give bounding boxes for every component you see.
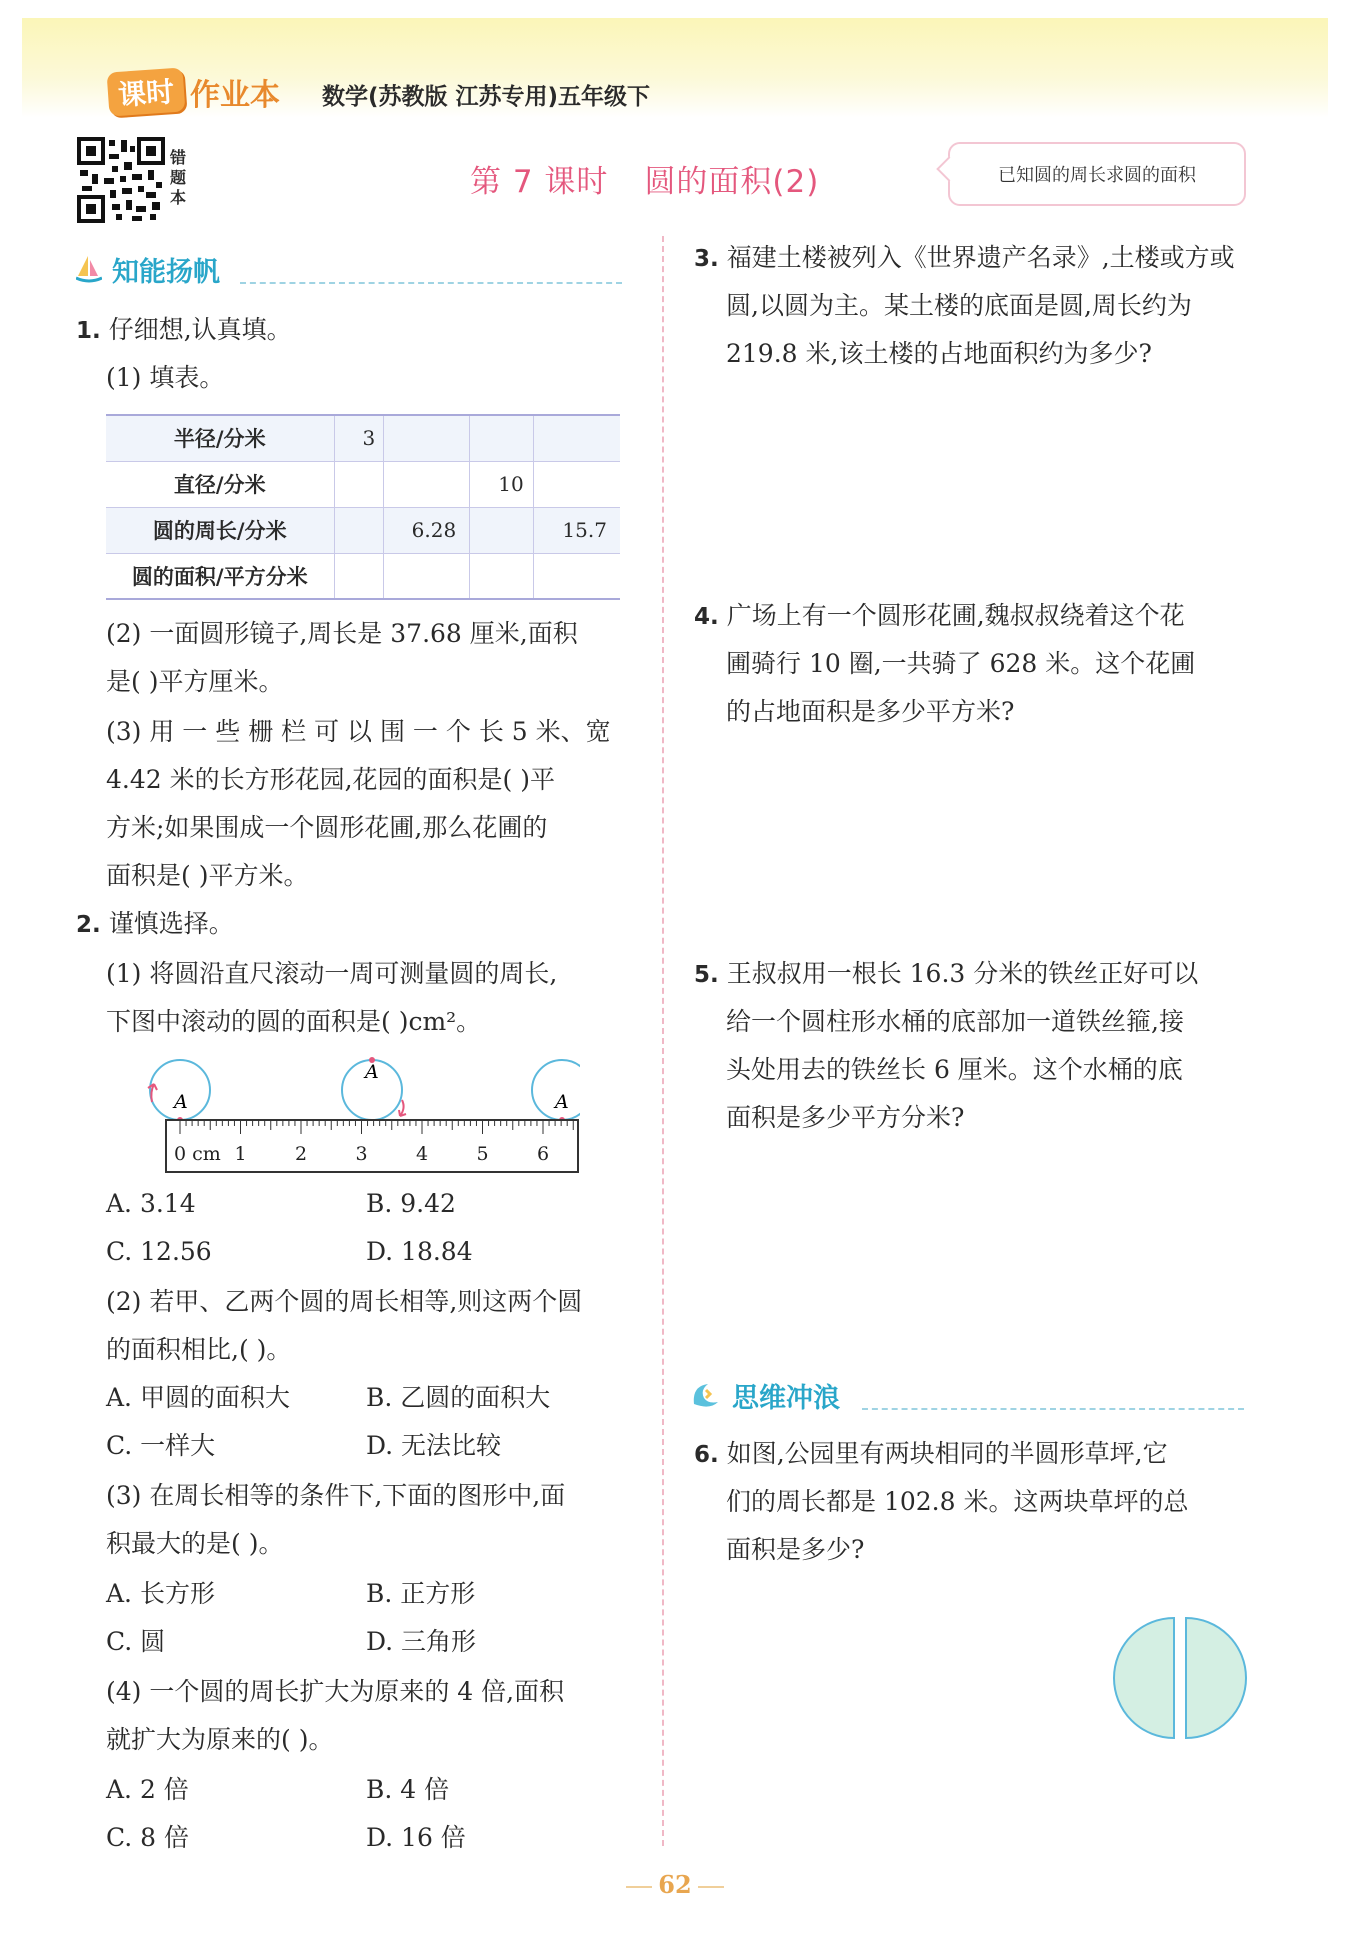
table-cell[interactable] <box>334 461 383 507</box>
brand-logo: 课时 <box>107 67 186 116</box>
qr-label: 错题本 <box>170 148 187 207</box>
table-cell[interactable]: 15.7 <box>534 507 620 553</box>
q4-line3: 的占地面积是多少平方米? <box>726 697 1015 726</box>
q3-text: 福建土楼被列入《世界遗产名录》,土楼或方或 <box>726 243 1235 272</box>
q4-line2: 圃骑行 10 圈,一共骑了 628 米。这个花圃 <box>726 649 1196 678</box>
q6-line3: 面积是多少? <box>726 1535 865 1564</box>
q1-part3-line1: (3) 用 一 些 栅 栏 可 以 围 一 个 长 5 米、宽 <box>106 717 611 746</box>
table-cell[interactable] <box>534 553 620 599</box>
sail-icon <box>76 254 102 284</box>
table-cell: 圆的周长/分米 <box>106 507 334 553</box>
q6-line2: 们的周长都是 102.8 米。这两块草坪的总 <box>726 1487 1189 1516</box>
q2-p4-opt-b[interactable]: B. 4 倍 <box>366 1775 450 1804</box>
q2-p3-opt-c[interactable]: C. 圆 <box>106 1627 166 1656</box>
semicircle-lawn-right <box>1186 1618 1246 1738</box>
q2-part1-line2: 下图中滚动的圆的面积是( )cm²。 <box>106 1007 482 1036</box>
q2-p1-opt-b[interactable]: B. 9.42 <box>366 1189 456 1218</box>
ruler-label: 2 <box>295 1143 308 1165</box>
q2-part3-line1: (3) 在周长相等的条件下,下面的图形中,面 <box>106 1481 566 1510</box>
ruler-label: 1 <box>234 1143 247 1165</box>
q5-line2: 给一个圆柱形水桶的底部加一道铁丝箍,接 <box>726 1007 1184 1036</box>
q1-part3-line2: 4.42 米的长方形花园,花园的面积是( )平 <box>106 765 556 794</box>
lesson-title <box>470 156 819 201</box>
q3-number: 3. <box>694 246 719 272</box>
wave-icon <box>690 1380 720 1410</box>
table-cell[interactable] <box>470 553 534 599</box>
q2-p2-opt-b[interactable]: B. 乙圆的面积大 <box>366 1383 551 1412</box>
q2-p1-opt-c[interactable]: C. 12.56 <box>106 1237 212 1266</box>
q1-part1: (1) 填表。 <box>106 363 225 392</box>
q5-text: 王叔叔用一根长 16.3 分米的铁丝正好可以 <box>726 959 1199 988</box>
q1 <box>76 306 292 355</box>
table-cell[interactable] <box>334 507 383 553</box>
q3-line3: 219.8 米,该土楼的占地面积约为多少? <box>726 339 1152 368</box>
ruler-label: 0 cm <box>174 1143 221 1165</box>
table-cell: 半径/分米 <box>106 415 334 461</box>
ruler <box>166 1120 578 1172</box>
table-row <box>106 415 620 461</box>
table-row <box>106 553 620 599</box>
section-title-2: 思维冲浪 <box>732 1383 840 1414</box>
q2-p3-opt-b[interactable]: B. 正方形 <box>366 1579 476 1608</box>
ruler-diagram <box>140 1054 580 1180</box>
q3-line1 <box>694 234 1235 283</box>
q2-p4-opt-a[interactable]: A. 2 倍 <box>106 1775 189 1804</box>
q2-p4-opt-d[interactable]: D. 16 倍 <box>366 1823 466 1852</box>
point-a-label-2: A <box>365 1061 379 1083</box>
q2-p3-opt-d[interactable]: D. 三角形 <box>366 1627 477 1656</box>
subject-title: 数学(苏教版 江苏专用)五年级下 <box>322 84 651 110</box>
table-cell[interactable]: 6.28 <box>383 507 470 553</box>
q2-p2-opt-c[interactable]: C. 一样大 <box>106 1431 216 1460</box>
table-row <box>106 507 620 553</box>
q5-line3: 头处用去的铁丝长 6 厘米。这个水桶的底 <box>726 1055 1183 1084</box>
table-cell[interactable] <box>470 415 534 461</box>
q2-number: 2. <box>76 912 101 938</box>
lesson-number: 第 7 课时 <box>470 164 609 200</box>
section-line-2 <box>862 1408 1244 1410</box>
q2-part4-line1: (4) 一个圆的周长扩大为原来的 4 倍,面积 <box>106 1677 565 1706</box>
q1-text: 仔细想,认真填。 <box>108 315 292 344</box>
lesson-tag: 已知圆的周长求圆的面积 <box>948 142 1246 206</box>
table-cell: 圆的面积/平方分米 <box>131 564 308 589</box>
fill-table <box>106 414 620 600</box>
lesson-topic: 圆的面积(2) <box>644 164 820 200</box>
ruler-label: 5 <box>476 1143 489 1165</box>
table-cell[interactable]: 3 <box>334 415 383 461</box>
q2-p2-opt-a[interactable]: A. 甲圆的面积大 <box>106 1383 290 1412</box>
point-a-label-1: A <box>174 1091 188 1113</box>
table-cell[interactable]: 10 <box>470 461 534 507</box>
table-cell[interactable] <box>383 461 470 507</box>
table-cell[interactable] <box>534 461 620 507</box>
point-a-label-3: A <box>555 1091 569 1113</box>
table-cell[interactable] <box>470 507 534 553</box>
ruler-label: 4 <box>416 1143 429 1165</box>
q1-part2-line2: 是( )平方厘米。 <box>106 667 284 696</box>
q2-part2-line2: 的面积相比,( )。 <box>106 1335 292 1364</box>
semicircle-lawn-left <box>1114 1618 1174 1738</box>
q2-p2-opt-d[interactable]: D. 无法比较 <box>366 1431 502 1460</box>
ruler-label: 3 <box>355 1143 368 1165</box>
section-line-1 <box>240 282 622 284</box>
page-number: 62 <box>610 1870 740 1899</box>
qr-code-icon[interactable] <box>76 136 166 224</box>
q4-text: 广场上有一个圆形花圃,魏叔叔绕着这个花 <box>726 601 1185 630</box>
q1-number: 1. <box>76 318 101 344</box>
ruler-label: 6 <box>537 1143 550 1165</box>
q2-part4-line2: 就扩大为原来的( )。 <box>106 1725 334 1754</box>
q1-part2-line1: (2) 一面圆形镜子,周长是 37.68 厘米,面积 <box>106 619 578 648</box>
table-cell[interactable] <box>534 415 620 461</box>
q4-number: 4. <box>694 604 719 630</box>
q5-line4: 面积是多少平方分米? <box>726 1103 965 1132</box>
table-cell[interactable] <box>383 553 470 599</box>
q1-part3-line4: 面积是( )平方米。 <box>106 861 309 890</box>
table-row <box>106 461 620 507</box>
q5-number: 5. <box>694 962 719 988</box>
q6-text: 如图,公园里有两块相同的半圆形草坪,它 <box>726 1439 1168 1468</box>
q2-p1-opt-a[interactable]: A. 3.14 <box>106 1189 196 1218</box>
q2-p4-opt-c[interactable]: C. 8 倍 <box>106 1823 189 1852</box>
q2-text: 谨慎选择。 <box>108 909 234 938</box>
q2-p3-opt-a[interactable]: A. 长方形 <box>106 1579 215 1608</box>
q2-part3-line2: 积最大的是( )。 <box>106 1529 284 1558</box>
semicircle-lawns-diagram <box>1112 1614 1248 1744</box>
q5-line1 <box>694 950 1198 999</box>
q2-part2-line1: (2) 若甲、乙两个圆的周长相等,则这两个圆 <box>106 1287 583 1316</box>
q6-line1 <box>694 1430 1168 1479</box>
brand-name: 作业本 <box>190 78 281 113</box>
q3-line2: 圆,以圆为主。某土楼的底面是圆,周长约为 <box>726 291 1192 320</box>
table-cell[interactable] <box>383 415 470 461</box>
table-cell[interactable] <box>334 553 383 599</box>
q1-part3-line3: 方米;如果围成一个圆形花圃,那么花圃的 <box>106 813 548 842</box>
q2-part1-line1: (1) 将圆沿直尺滚动一周可测量圆的周长, <box>106 959 558 988</box>
table-cell: 直径/分米 <box>173 473 266 497</box>
column-divider <box>662 236 664 1846</box>
q2 <box>76 900 234 949</box>
section-title-1: 知能扬帆 <box>112 257 220 288</box>
brand <box>108 70 280 114</box>
q6-number: 6. <box>694 1442 719 1468</box>
q4-line1 <box>694 592 1185 641</box>
q2-p1-opt-d[interactable]: D. 18.84 <box>366 1237 473 1266</box>
